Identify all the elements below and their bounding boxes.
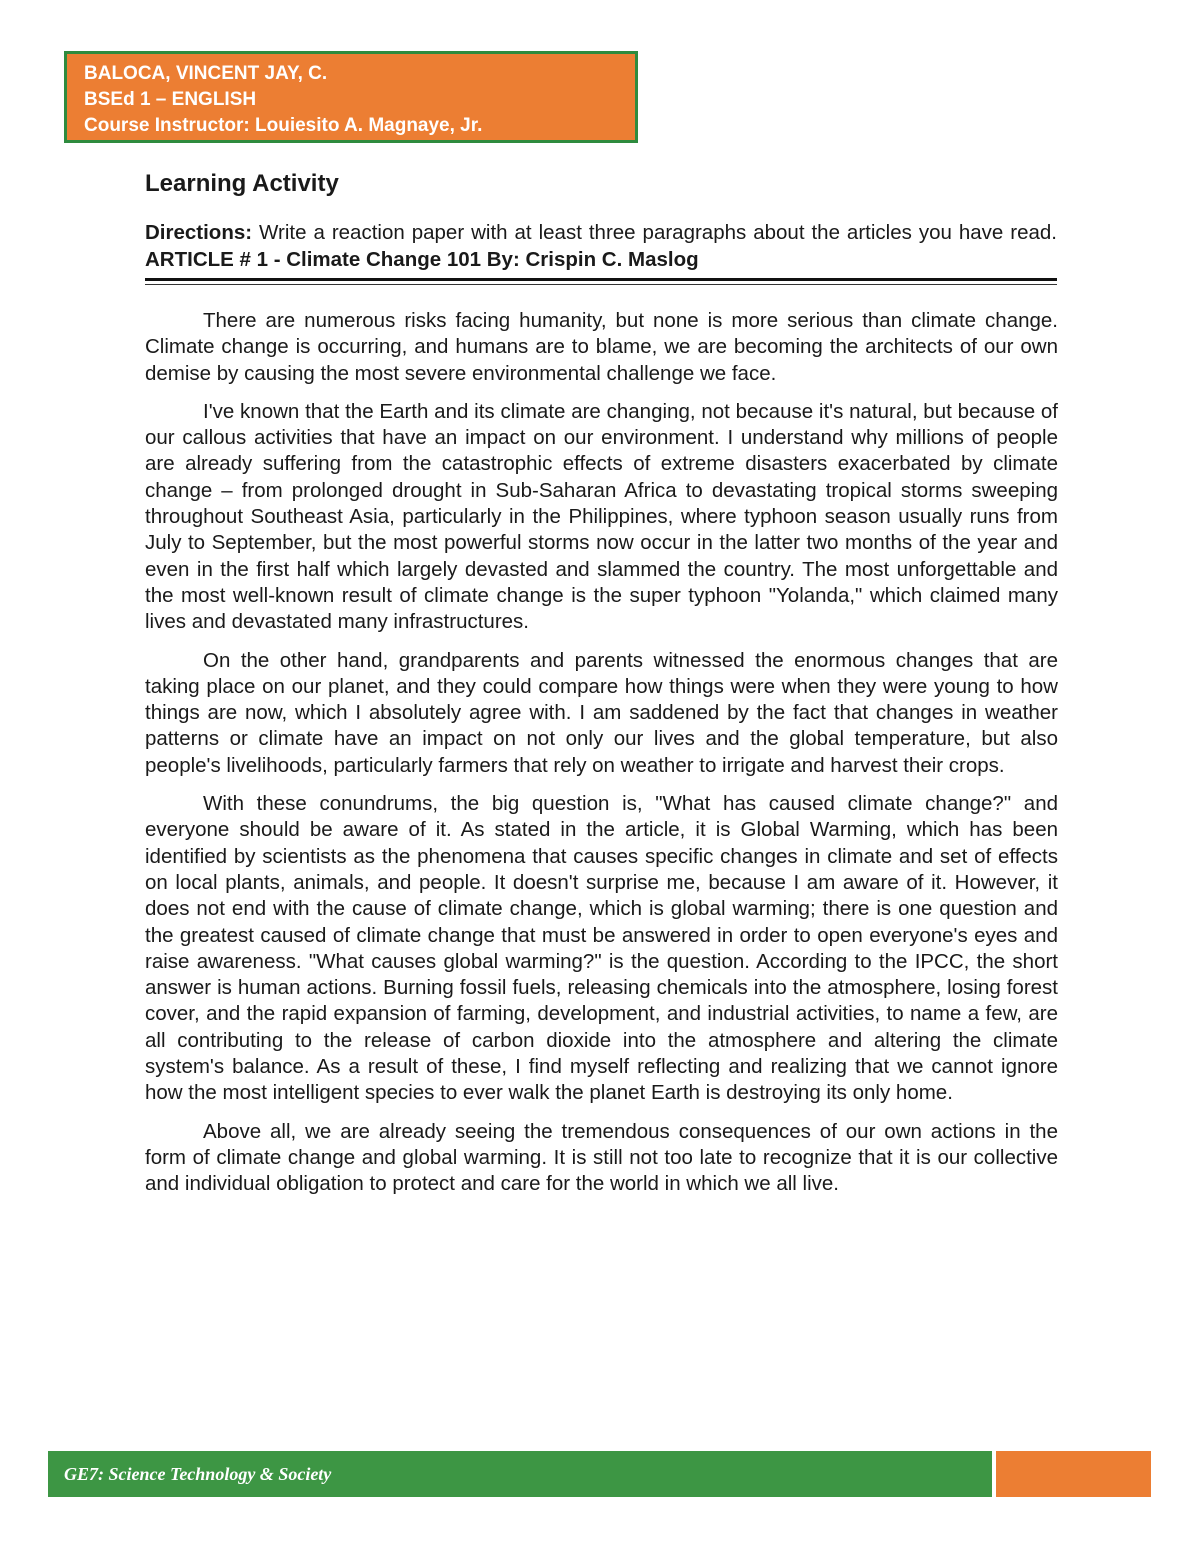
directions: [145, 219, 1057, 273]
page-title: Learning Activity: [145, 170, 339, 197]
paragraph-4: With these conundrums, the big question is, "What has caused climate change?" and everyone should be aware of it. As stated in the article, it is Global Warming, which has been identified by scientists as the phenomena that causes specific changes in climate and set of effects on local plants, animals, and people. It doesn't surprise me, because I am aware of it. However, it does not end with the cause of climate change, which is global warming; there is one question and the greatest caused of climate change that must be answered in order to open everyone's eyes and raise awareness. "What causes global warming?" is the question. According to the IPCC, the short answer is human actions. Burning fossil fuels, releasing chemicals into the atmosphere, losing forest cover, and the rapid expansion of farming, development, and industrial activities, to name a few, are all contributing to the release of carbon dioxide into the atmosphere and altering the climate system's balance. As a result of these, I find myself reflecting and realizing that we cannot ignore how the most intelligent species to ever walk the planet Earth is destroying its only home.: [145, 792, 1058, 1105]
footer-accent-block: [996, 1451, 1151, 1497]
article-reference: ARTICLE # 1 - Climate Change 101 By: Crispin C. Maslog: [145, 248, 699, 271]
divider-thin: [145, 284, 1057, 285]
reaction-paper-body: [145, 308, 1058, 1210]
paragraph-2: I've known that the Earth and its climate are changing, not because it's natural, but because of our callous activities that have an impact on our environment. I understand why millions of people are already suffering from the catastrophic effects of extreme disasters exacerbated by climate change – from prolonged drought in Sub-Saharan Africa to devastating tropical storms sweeping throughout Southeast Asia, particularly in the Philippines, where typhoon season usually runs from July to September, but the most powerful storms now occur in the latter two months of the year and even in the first half which largely devasted and slammed the country. The most unforgettable and the most well-known result of climate change is the super typhoon "Yolanda," which claimed many lives and devastated many infrastructures.: [145, 399, 1058, 634]
student-name: BALOCA, VINCENT JAY, C.: [84, 63, 328, 84]
student-info-box: [64, 51, 638, 143]
paragraph-1: There are numerous risks facing humanity, but none is more serious than climate change. Climate change is occurring, and humans are to blame, we are becoming the architects of our own demise by causing the most severe environmental challenge we face.: [145, 309, 1058, 385]
course-instructor: Course Instructor: Louiesito A. Magnaye, Jr.: [84, 115, 483, 136]
paragraph-3: On the other hand, grandparents and parents witnessed the enormous changes that are taking place on our planet, and they could compare how things were when they were young to how things are now, which I absolutely agree with. I am saddened by the fact that changes in weather patterns or climate have an impact on not only our lives and the global temperature, but also people's livelihoods, particularly farmers that rely on weather to irrigate and harvest their crops.: [145, 648, 1058, 777]
directions-label: Directions:: [145, 221, 253, 244]
divider-thick: [145, 278, 1057, 281]
footer-course-bar: [48, 1451, 992, 1497]
footer-course-label: GE7: Science Technology & Society: [64, 1464, 332, 1484]
directions-text: Write a reaction paper with at least three paragraphs about the articles you have read.: [252, 221, 1057, 244]
paragraph-5: Above all, we are already seeing the tremendous consequences of our own actions in the form of climate change and global warming. It is still not too late to recognize that it is our collective and individual obligation to protect and care for the world in which we all live.: [145, 1119, 1058, 1196]
student-program: BSEd 1 – ENGLISH: [84, 89, 257, 110]
